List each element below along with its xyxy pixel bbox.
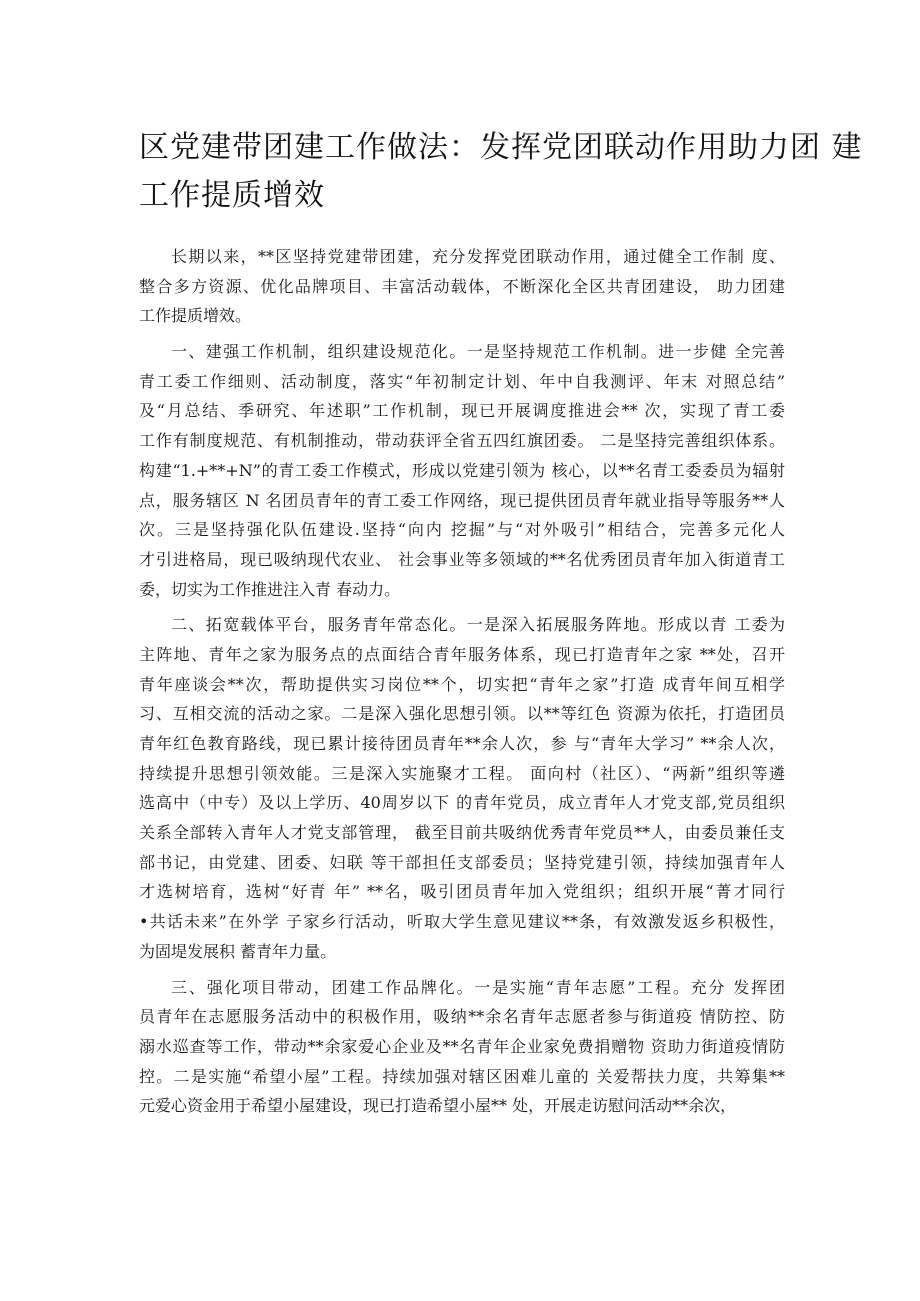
paragraph-line: 青工委工作细则、活动制度，落实“年初制定计划、年中自我测评、年末 对照总结”	[139, 371, 785, 391]
paragraph-line: 次。三是坚持强化队伍建设.坚持“向内 挖掘”与“对外吸引”相结合，完善多元化人	[139, 520, 785, 540]
paragraph-line: 持续提升思想引领效能。三是深入实施聚才工程。 面向村（社区）、“两新”组织等遴	[139, 763, 785, 783]
document-page	[139, 124, 863, 1127]
paragraph-line: 习、互相交流的活动之家。二是深入强化思想引领。以**等红色 资源为依托，打造团员	[139, 704, 785, 724]
paragraph-line: 主阵地、青年之家为服务点的点面结合青年服务体系，现已打造青年之家 **处，召开	[139, 644, 785, 664]
paragraph-line: 关系全部转入青年人才党支部管理， 截至目前共吸纳优秀青年党员**人，由委员兼任支	[139, 823, 785, 843]
paragraph-line: 整合多方资源、优化品牌项目、丰富活动载体，不断深化全区共青团建设， 助力团建	[139, 276, 785, 296]
paragraph-line: 二、拓宽载体平台，服务青年常态化。一是深入拓展服务阵地。形成以青 工委为	[171, 615, 785, 635]
paragraph-line: •共话未来”在外学 子家乡行活动，听取大学生意见建议**条，有效激发返乡积极性，	[139, 912, 785, 932]
paragraph-line: 委，切实为工作推进注入青 春动力。	[139, 579, 401, 599]
paragraph-line: 才选树培育，选树“好青 年” **名，吸引团员青年加入党组织；组织开展“菁才同行	[139, 882, 785, 902]
paragraph-line: 部书记，由党建、团委、妇联 等干部担任支部委员；坚持党建引领，持续加强青年人	[139, 852, 785, 872]
title-line: 区党建带团建工作做法：发挥党团联动作用助力团 建	[139, 130, 863, 165]
paragraph-line: 选高中（中专）及以上学历、40周岁以下 的青年党员，成立青年人才党支部,党员组织	[139, 793, 785, 813]
paragraph-line: 为固堤发展积 蓄青年力量。	[139, 941, 337, 961]
paragraph-line: 才引进格局，现已吸纳现代农业、 社会事业等多领域的**名优秀团员青年加入街道青工	[139, 549, 785, 569]
paragraph-line: 员青年在志愿服务活动中的积极作用，吸纳**余名青年志愿者参与街道疫 情防控、防	[139, 1007, 785, 1027]
paragraph-line: 一、建强工作机制，组织建设规范化。一是坚持规范工作机制。进一步健 全完善	[171, 342, 785, 362]
paragraph-line: 构建“1.+**+N”的青工委工作模式，形成以党建引领为 核心，以**名青工委委员为辐射	[139, 460, 785, 480]
paragraph	[139, 610, 785, 966]
paragraph-line: 点，服务辖区 N 名团员青年的青工委工作网络，现已提供团员青年就业指导等服务**人	[139, 490, 785, 510]
paragraph-line: 元爱心资金用于希望小屋建设，现已打造希望小屋** 处，开展走访慰问活动**余次，	[139, 1096, 737, 1116]
paragraph-line: 溺水巡查等工作，带动**余家爱心企业及**名青年企业家免费捐赠物 资助力街道疫情防	[139, 1036, 785, 1056]
paragraph-line: 长期以来，**区坚持党建带团建，充分发挥党团联动作用，通过健全工作制 度、	[171, 247, 785, 266]
paragraph-line: 青年座谈会**次，帮助提供实习岗位**个，切实把“青年之家”打造 成青年间互相学	[139, 674, 785, 694]
paragraph-line: 及“月总结、季研究、年述职”工作机制，现已开展调度推进会** 次，实现了青工委	[139, 401, 785, 421]
paragraph-line: 青年红色教育路线，现已累计接待团员青年**余人次，参 与“青年大学习” **余人次，	[139, 734, 785, 753]
paragraph	[139, 242, 785, 331]
title-line: 工作提质增效	[139, 178, 325, 213]
paragraph-line: 工作提质增效。	[139, 306, 252, 326]
document-body	[139, 242, 785, 1121]
paragraph-line: 工作有制度规范、有机制推动，带动获评全省五四红旗团委。 二是坚持完善组织体系。	[139, 431, 785, 451]
paragraph	[139, 973, 785, 1121]
paragraph-line: 控。二是实施“希望小屋”工程。持续加强对辖区困难儿童的 关爱帮扶力度，共筹集**	[139, 1066, 785, 1086]
paragraph	[139, 337, 785, 604]
document-title	[139, 124, 863, 220]
paragraph-line: 三、强化项目带动，团建工作品牌化。一是实施“青年志愿”工程。充分 发挥团	[171, 977, 785, 997]
